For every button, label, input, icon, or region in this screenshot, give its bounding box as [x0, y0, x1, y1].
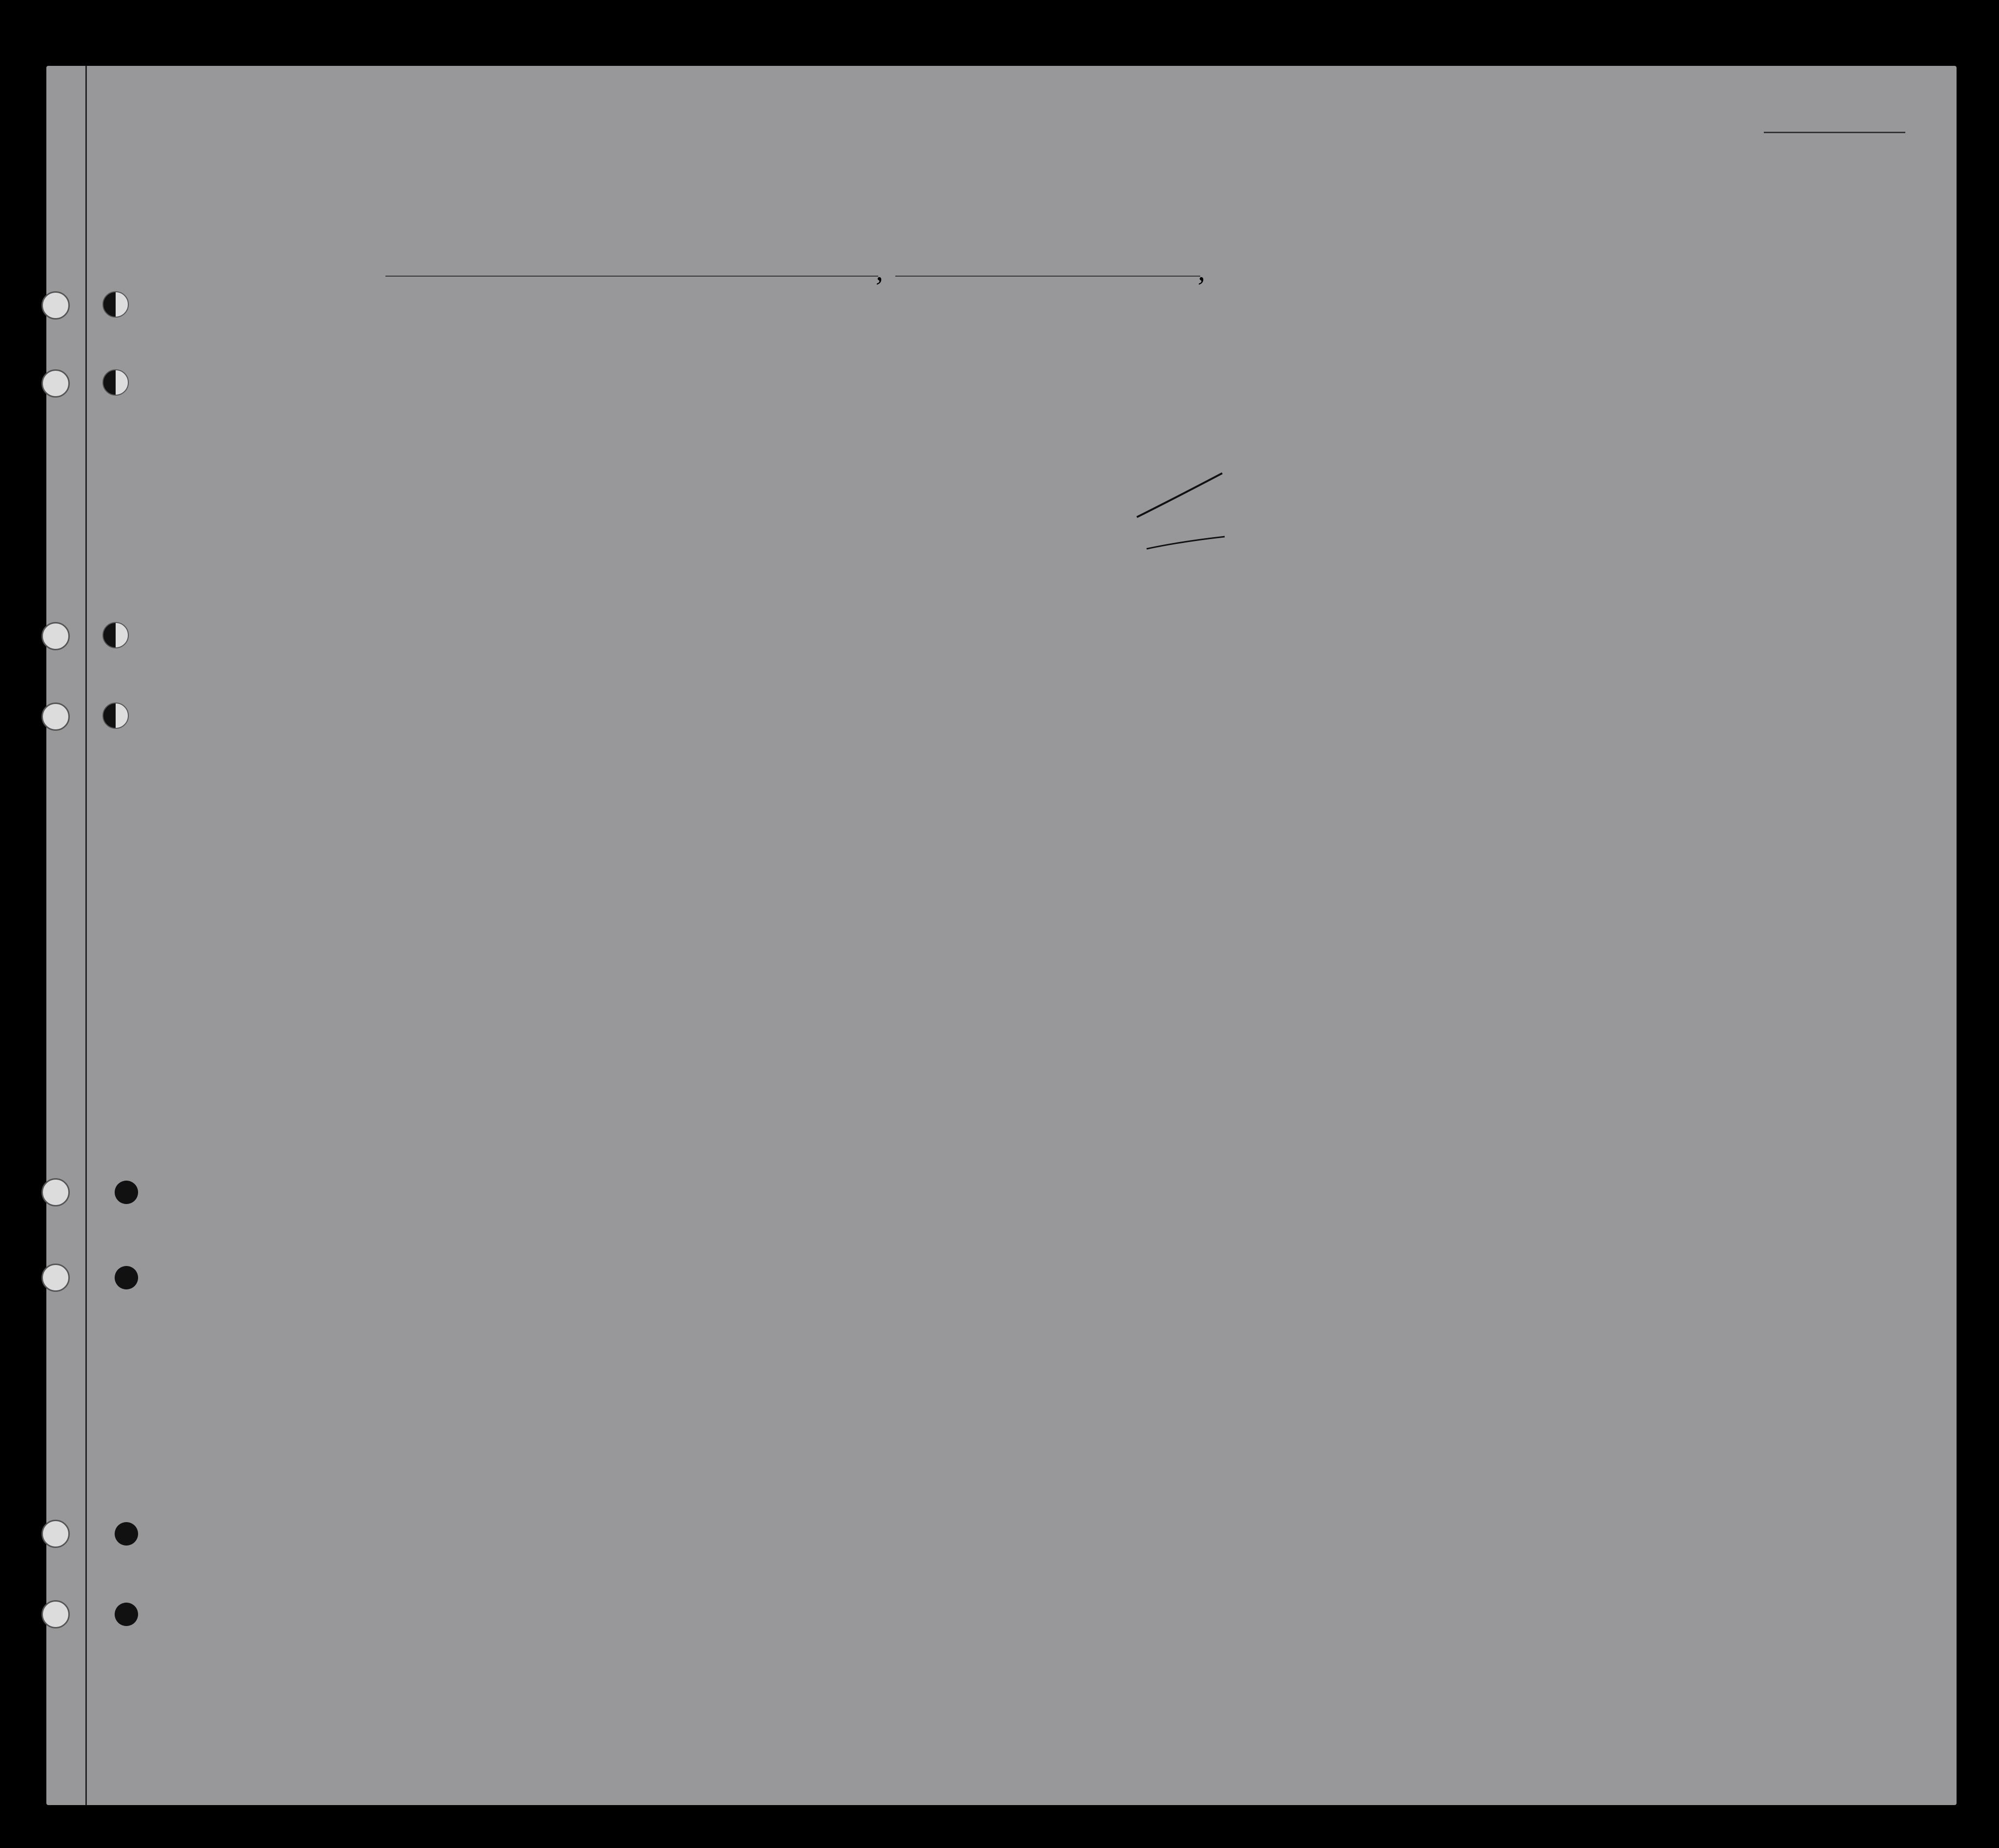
binder-hole-half-icon [102, 622, 129, 648]
list-line [1764, 132, 1905, 133]
comma-mark: , [1198, 254, 1205, 286]
binder-hole [41, 369, 70, 398]
sheet-binding-edge [85, 66, 87, 1805]
binder-hole [41, 291, 70, 320]
binder-hole [41, 1600, 70, 1628]
manifest-sheet [46, 66, 1957, 1805]
binder-hole [41, 1264, 70, 1292]
date-line [895, 276, 1200, 277]
binder-hole-filled-icon [115, 1181, 138, 1204]
handwritten-check-stroke [1132, 468, 1230, 556]
binder-hole-half-icon [102, 291, 129, 318]
binder-hole [41, 1520, 70, 1548]
port-line [385, 276, 878, 277]
binder-hole-filled-icon [115, 1522, 138, 1546]
binder-hole [41, 622, 70, 650]
binder-hole [41, 703, 70, 731]
binder-hole-half-icon [102, 703, 129, 729]
binder-hole-filled-icon [115, 1603, 138, 1626]
binder-hole [41, 1178, 70, 1206]
binder-hole-half-icon [102, 369, 129, 396]
binder-hole-filled-icon [115, 1266, 138, 1289]
comma-mark: , [876, 254, 883, 286]
